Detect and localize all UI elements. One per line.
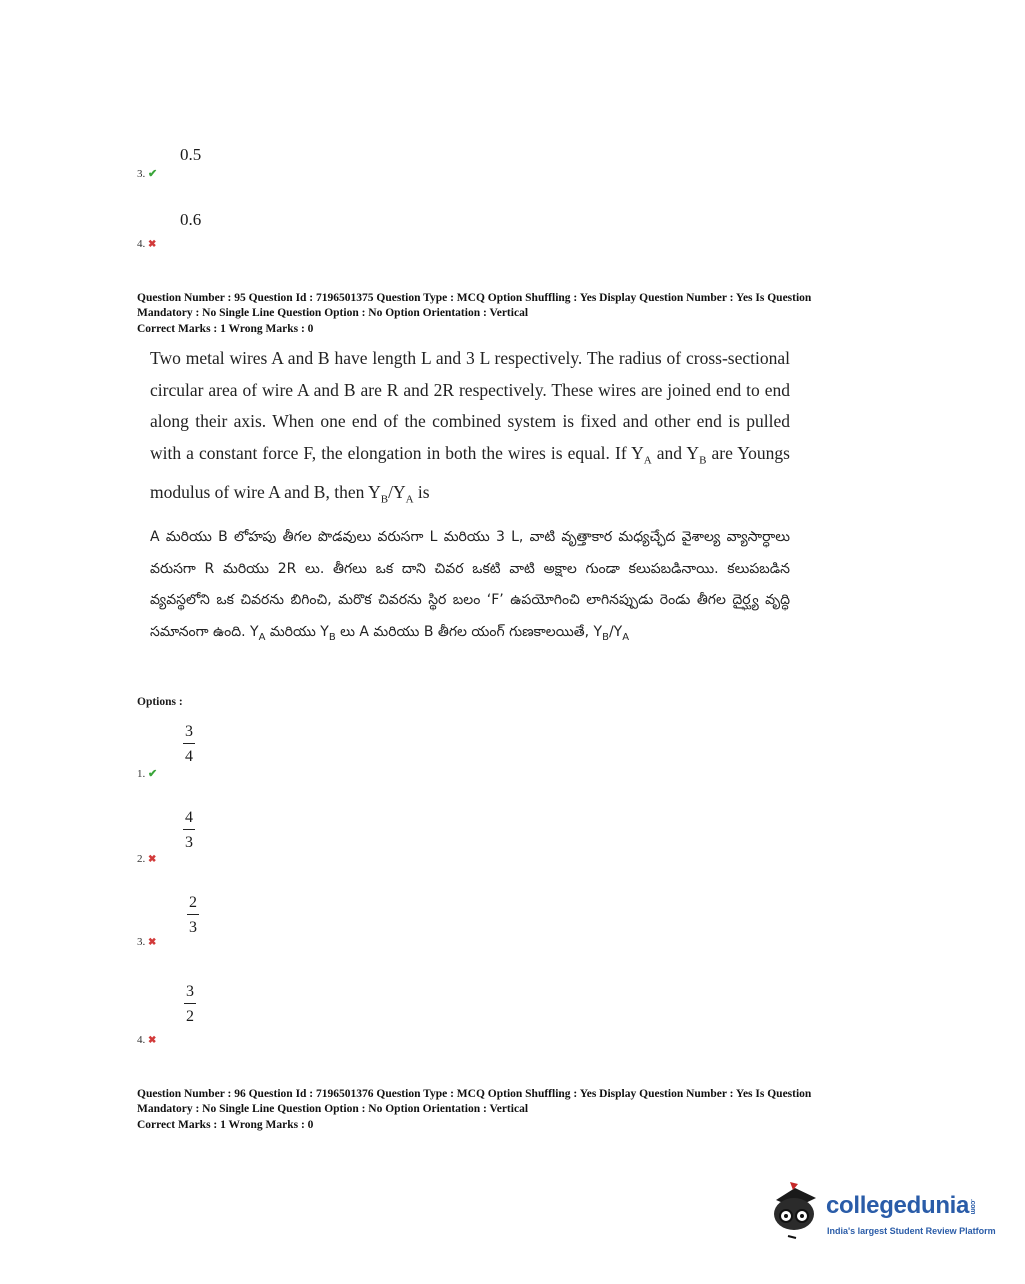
logo-suffix: .com [969,1199,977,1215]
logo-tagline: India's largest Student Review Platform [827,1226,996,1236]
option-4-denominator: 2 [186,1008,194,1025]
q95-meta [137,291,877,337]
prev-option-3-value: 0.5 [180,145,202,164]
option-1-numerator: 3 [185,723,193,740]
option-4-fraction [184,982,196,1026]
option-3-number: 3. [137,936,146,948]
options-label: Options : [137,696,183,708]
q95-text-telugu: A మరియు B లోహపు తీగల పొడవులు వరుసగా L మరియు 3 L, వాటి వృత్తాకార మధ్యచ్ఛేద వైశాల్య వ్యాసార్ధాలు వరుసగా R మరియు 2R లు. తీగలు ఒక దాని చివర ఒకటి వాటి అక్షాల గుండా కలుపబడినాయి. కలుపబడిన వ్యవస్థలోని ఒక చివరను బిగించి, మరొక చివరను స్థిర బలం ‘F’ ఉపయోగించి లాగినప్పుడు రెండు తీగల దైర్ఘ్య వృద్ధి సమానంగా ఉంది. $Y_A$ మరియు $Y_B$ లు A మరియు B తీగల యంగ్ గుణకాలయితే, $Y_B/Y_A$ [150,529,790,643]
prev-option-3-label [137,167,157,180]
option-2-numerator: 4 [185,809,193,826]
cross-icon: ✖ [148,937,157,948]
option-4-label [137,1034,156,1046]
q96-meta [137,1087,877,1133]
option-3-numerator: 2 [189,894,197,911]
fraction-bar [187,914,199,915]
fraction-bar [184,1003,196,1004]
fraction-bar [183,829,195,830]
fraction-bar [183,743,195,744]
q95-meta-line2: Mandatory : No Single Line Question Option : No Option Orientation : Vertical [137,307,529,319]
cross-icon: ✖ [148,854,157,865]
option-4-number: 4. [137,1034,146,1046]
option-2-denominator: 3 [185,834,193,851]
cross-icon: ✖ [148,1035,157,1046]
option-1-denominator: 4 [185,748,193,765]
prev-option-4-label [137,238,156,250]
prev-option-4-number: 4. [137,238,146,250]
option-2-fraction [183,808,195,852]
check-icon: ✔ [148,168,158,180]
option-3-label [137,936,156,948]
q96-meta-line2: Mandatory : No Single Line Question Option : No Option Orientation : Vertical [137,1103,529,1115]
cross-icon: ✖ [148,239,157,250]
option-3-denominator: 3 [189,919,197,936]
prev-option-3-number: 3. [137,168,146,180]
option-2-label [137,853,156,865]
logo-name: collegedunia [826,1192,970,1219]
option-4-numerator: 3 [186,983,194,1000]
q96-marks: Correct Marks : 1 Wrong Marks : 0 [137,1119,314,1131]
q95-text-english: Two metal wires A and B have length L and 3 L respectively. The radius of cross-sectional circular area of wire A and B are R and 2R respectively. These wires are joined end to end along their axis. When one end of the combined system is fixed and other end is pulled with a constant force F, the elongation in both the wires is equal. If $Y_A$ and $Y_B$ are Youngs modulus of wire A and B, then $Y_B/Y_A$ is [150,348,790,505]
option-1-label [137,767,157,780]
logo-wordmark [826,1192,976,1220]
q95-marks: Correct Marks : 1 Wrong Marks : 0 [137,323,314,335]
q96-meta-line1: Question Number : 96 Question Id : 7196501376 Question Type : MCQ Option Shuffling : Yes Display Question Number : Yes Is Question [137,1088,812,1100]
prev-option-4-value: 0.6 [180,210,202,229]
option-2-number: 2. [137,853,146,865]
option-3-fraction [187,893,199,937]
mascot-icon [766,1178,824,1244]
option-1-number: 1. [137,768,146,780]
q95-meta-line1: Question Number : 95 Question Id : 7196501375 Question Type : MCQ Option Shuffling : Yes Display Question Number : Yes Is Question [137,292,812,304]
option-1-fraction [183,722,195,766]
collegedunia-logo [766,1178,996,1248]
check-icon: ✔ [148,768,158,780]
